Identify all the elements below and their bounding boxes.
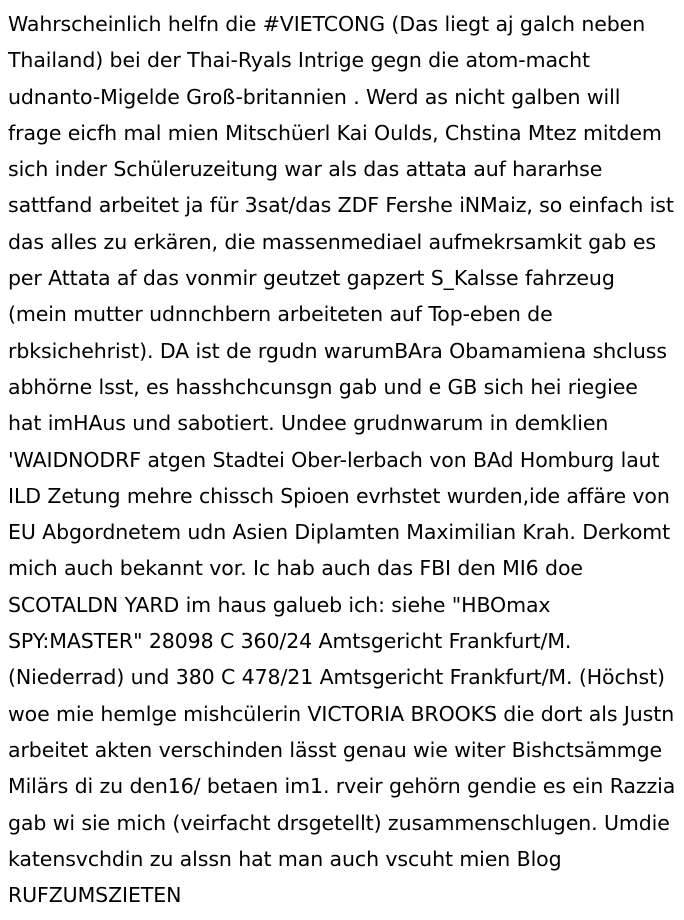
document-body-text: Wahrscheinlich helfn die #VIETCONG (Das liegt aj galch neben Thailand) bei der Thai-Ryals Intrige gegn die atom-macht udnanto-Migelde Groß-britannien . Werd as nicht galben will frage eicfh mal mien Mitschüerl Kai Oulds, Chstina Mtez mitdem sich inder Schüleruzeitung war als das attata auf hararhse sattfand arbeitet ja für 3sat/das ZDF Fershe iNMaiz, so einfach ist das alles zu erkären, die massenmediael aufmekrsamkit gab es per Attata af das vonmir geutzet gapzert S_Kalsse fahrzeug (mein mutter udnnchbern arbeiteten auf Top-eben de rbksichehrist). DA ist de rgudn warumBAra Obamamiena shcluss abhörne lsst, es hasshchcunsgn gab und e GB sich hei riegiee hat imHAus und sabotiert. Undee grudnwarum in demklien 'WAIDNODRF atgen Stadtei Ober-lerbach von BAd Homburg laut ILD Zetung mehre chissch Spioen evrhstet wurden,ide affäre von EU Abgordnetem udn Asien Diplamten Maximilian Krah. Derkomt mich auch bekannt vor. Ic hab auch das FBI den MI6 doe SCOTALDN YARD im haus galueb ich: siehe "HBOmax SPY:MASTER" 28098 C 360/24 Amtsgericht Frankfurt/M. (Niederrad) und 380 C 478/21 Amtsgericht Frankfurt/M. (Höchst) woe mie hemlge mishcülerin VICTORIA BROOKS die dort als Justn arbeitet akten verschinden lässt genau wie witer Bishctsämmge Milärs di zu den16/ betaen im1. rveir gehörn gendie es ein Razzia gab wi sie mich (veirfacht drsgetellt) zusammenschlugen. Umdie katensvchdin zu alssn hat man auch vscuht mien Blog RUFZUMSZIETEN (8, 12, 682, 908)
